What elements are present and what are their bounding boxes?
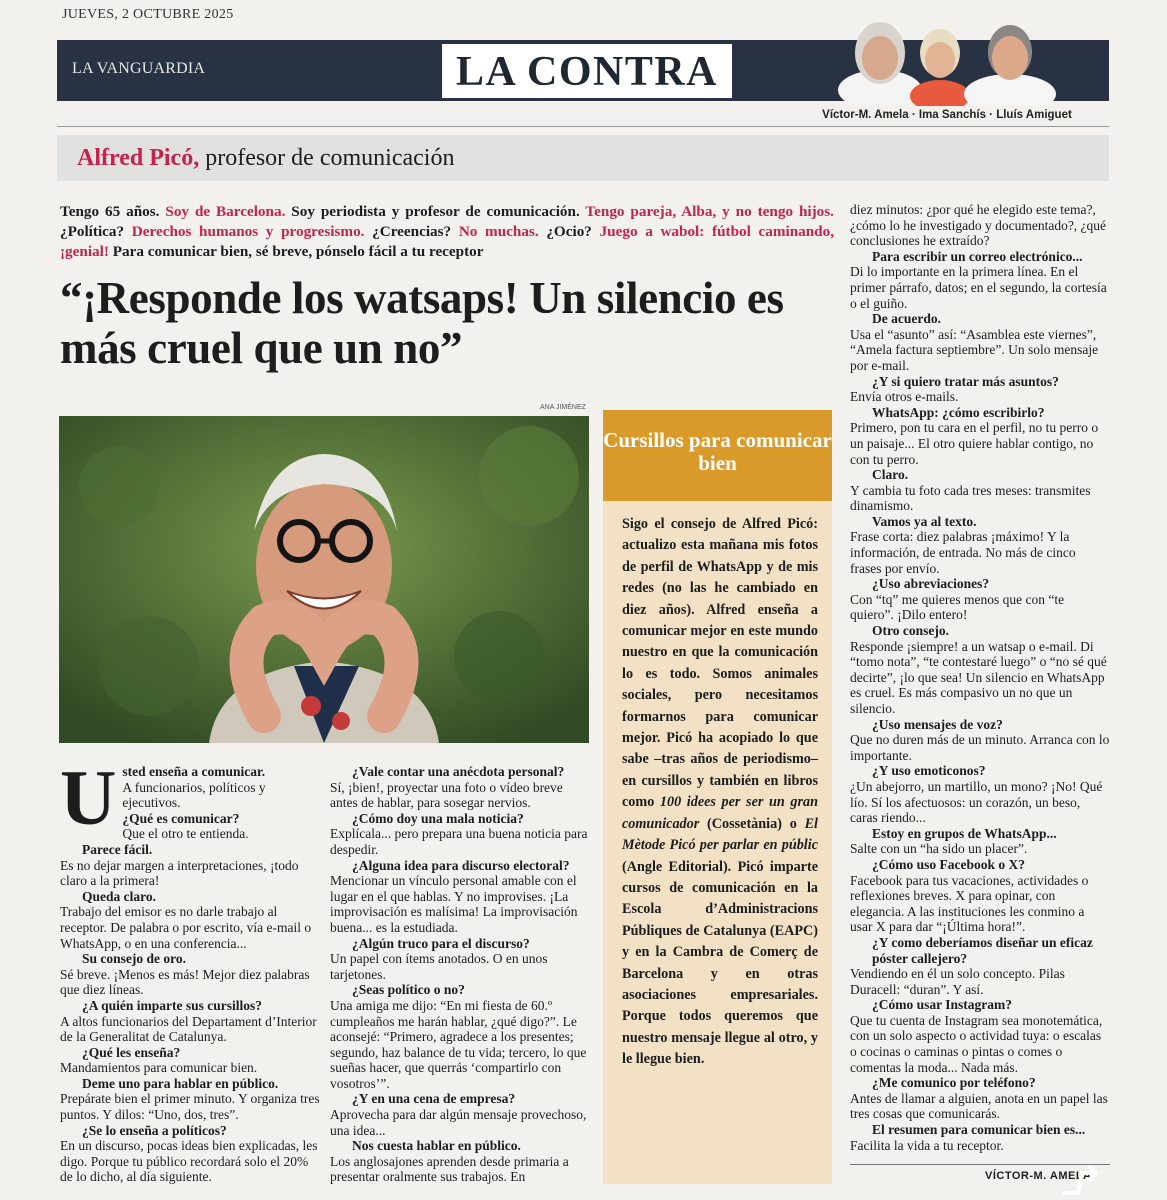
- answer: Aprovecha para dar algún mensaje provechoso, una idea...: [330, 1107, 587, 1138]
- interviewee-photo: [59, 416, 589, 743]
- bio-m3: Derechos humanos y progresismo.: [131, 223, 365, 240]
- question: ¿Alguna idea para discurso electoral?: [352, 857, 570, 873]
- answer: A altos funcionarios del Departament d’Interior de la Generalitat de Catalunya.: [60, 1013, 317, 1045]
- question: ¿Qué les enseña?: [82, 1044, 181, 1060]
- question: ¿Y uso emoticonos?: [872, 763, 986, 779]
- question: ¿Cómo uso Facebook o X?: [872, 856, 1026, 872]
- answer: Prepárate bien el primer minuto. Y organiza tres puntos. Y dilos: “Uno, dos, tres”.: [60, 1091, 320, 1123]
- question: De acuerdo.: [872, 311, 941, 327]
- interviewee-line: [77, 145, 454, 172]
- answer: Vendiendo en él un solo concepto. Pilas Duracell: “duran”. Y así.: [850, 966, 1065, 997]
- sidebar-p1: Sigo el consejo de Alfred Picó: actualizo esta mañana mis fotos de perfil de WhatsApp y de mis redes (no las he cambiado en diez años). Alfred enseña a comunicar mejor en este mundo nuestro en que la comunicación lo es todo. Somos animales sociales, pero necesitamos formarnos para comunicar mejor. Picó ha acopiado lo que sabe –tras años de periodismo– en cursillos y también en libros como: [622, 516, 818, 811]
- bio-s6: Para comunicar bien, sé breve, pónselo fácil a tu receptor: [112, 243, 484, 260]
- question: ¿A quién imparte sus cursillos?: [82, 997, 263, 1013]
- signature: VÍCTOR-M. AMELA: [985, 1170, 1092, 1182]
- answer: Mandamientos para comunicar bien.: [60, 1060, 258, 1076]
- answer: En un discurso, pocas ideas bien explicadas, les digo. Porque tu público recordará solo el 20% de lo dicho, al día siguiente.: [60, 1138, 318, 1185]
- question: Su consejo de oro.: [82, 951, 187, 967]
- question: ¿Algún truco para el discurso?: [352, 935, 530, 951]
- question: ¿Uso abreviaciones?: [872, 576, 990, 592]
- bio-m4: No muchas.: [458, 223, 539, 240]
- issue-date: JUEVES, 2 OCTUBRE 2025: [62, 7, 234, 22]
- question: El resumen para comunicar bien es...: [872, 1122, 1086, 1138]
- answer: Explícala... pero prepara una buena noticia para despedir.: [330, 826, 588, 857]
- answer: Facebook para tus vacaciones, actividades o reflexiones breves. X para opinar, con elegancia. A las instituciones les conmino a usar X para dar “¡Última hora!”.: [850, 872, 1089, 935]
- bio-m5: Juego a wabol: fútbol caminando, ¡genial!: [60, 223, 835, 260]
- answer: Mencionar un vínculo personal amable con el lugar en el que hablas. Y no improvises. ¡La improvisación es malísima! La improvisación buena... es la estudiada.: [330, 873, 578, 935]
- question: Deme uno para hablar en público.: [82, 1075, 279, 1091]
- answer: Una amiga me dijo: “En mi fiesta de 60.º cumpleaños me harán hablar, ¿qué digo?”. Le aconsejé: “Primero, agradece a los presentes; segundo, haz balance de tu vida; tercero, lo que sueñas hacer, que querrás ‘compartirlo con vosotros’”.: [330, 997, 587, 1091]
- bio-m2: Tengo pareja, Alba, y no tengo hijos.: [585, 203, 834, 220]
- header-divider: [57, 126, 1109, 127]
- answer: Un papel con ítems anotados. O en unos tarjetones.: [330, 951, 548, 982]
- column-3: [850, 202, 1110, 1153]
- question: Vamos ya al texto.: [872, 513, 977, 529]
- bio-m1: Soy de Barcelona.: [165, 203, 286, 220]
- answer: diez minutos: ¿por qué he elegido este tema?, ¿cómo lo he investigado y documentado?, ¿qué conclusiones he extraído?: [850, 202, 1107, 249]
- answer: ¿Un abejorro, un martillo, un mono? ¡No! Qué lío. Sí los afectuosos: un corazón, un beso, caras riendo...: [850, 778, 1103, 826]
- question: ¿Se lo enseña a políticos?: [82, 1122, 227, 1138]
- answer: Facilita la vida a tu receptor.: [850, 1137, 1004, 1153]
- question: Nos cuesta hablar en público.: [352, 1138, 521, 1154]
- answer: Responde ¡siempre! a un watsap o e-mail. Di “tomo nota”, “te contestaré luego” o “no sé qué decirte”, ¡lo que sea! Un silencio en WhatsApp es cruel. Es más compasivo un no que un silencio.: [850, 638, 1107, 716]
- answer: Usa el “asunto” así: “Asamblea este viernes”, “Amela factura septiembre”. Un solo mensaje por e-mail.: [850, 326, 1099, 373]
- question: ¿Vale contar una anécdota personal?: [352, 764, 565, 779]
- answer: Di lo importante en la primera línea. En el primer párrafo, datos; en el segundo, la cortesía o el guiño.: [850, 264, 1107, 311]
- answer: Que no duren más de un minuto. Arranca con lo importante.: [850, 732, 1110, 763]
- question: sted enseña a comunicar.: [122, 764, 266, 779]
- answer: Frase corta: diez palabras ¡máximo! Y la información, de entrada. No más de cinco frases por envío.: [850, 529, 1076, 576]
- question: ¿Cómo usar Instagram?: [872, 997, 1013, 1013]
- section-title: LA CONTRA: [442, 44, 732, 98]
- sidebar-p2: (Cossetània) o: [699, 815, 805, 832]
- bio-s5: ¿Ocio?: [546, 223, 592, 240]
- answer: Sí, ¡bien!, proyectar una foto o vídeo breve antes de hablar, para sosegar nervios.: [330, 779, 563, 811]
- question: ¿Me comunico por teléfono?: [872, 1075, 1036, 1091]
- answer: Que tu cuenta de Instagram sea monotemática, con un solo aspecto o actividad tuya: o escalas o cocinas o caminas o pintas o comes o comentas la moda... Nada más.: [850, 1012, 1103, 1075]
- question: Parece fácil.: [82, 841, 153, 857]
- answer: Envía otros e-mails.: [850, 389, 959, 405]
- drop-cap: U: [60, 754, 117, 841]
- question: ¿Y como deberíamos diseñar un eficaz póster callejero?: [872, 934, 1093, 966]
- question: ¿Uso mensajes de voz?: [872, 716, 1003, 732]
- question: ¿Qué es comunicar?: [122, 810, 240, 826]
- answer: Es no dejar margen a interpretaciones, ¡todo claro a la primera!: [60, 857, 299, 889]
- sidebar-book-1: 100 idees per ser un gran comunicador: [622, 794, 818, 832]
- question: WhatsApp: ¿cómo escribirlo?: [872, 404, 1045, 420]
- bio-s4: ¿Creencias?: [372, 223, 452, 240]
- sidebar-title: Cursillos para comunicar bien: [603, 410, 832, 501]
- answer: Salte con un “ha sido un placer”.: [850, 841, 1028, 857]
- answer: Con “tq” me quieres menos que con “te quiero”. ¡Dilo entero!: [850, 591, 1065, 623]
- photo-credit: ANA JIMÉNEZ: [540, 404, 586, 411]
- interviewee-name: Alfred Picó,: [77, 145, 200, 171]
- interviewee-role: profesor de comunicación: [205, 145, 455, 171]
- question: ¿Seas político o no?: [352, 982, 465, 998]
- question: Estoy en grupos de WhatsApp...: [872, 825, 1057, 841]
- question: Claro.: [872, 467, 909, 483]
- answer: Los anglosajones aprenden desde primaria a presentar oralmente sus trabajos. En: [330, 1153, 569, 1185]
- columnists-names: Víctor-M. Amela · Ima Sanchís · Lluís Amiguet: [822, 109, 1072, 121]
- question: Otro consejo.: [872, 623, 949, 639]
- column-1: [60, 754, 322, 1185]
- question: ¿Y si quiero tratar más asuntos?: [872, 373, 1059, 389]
- question: ¿Cómo doy una mala noticia?: [352, 810, 524, 826]
- newspaper-logo: LA VANGUARDIA: [72, 60, 206, 77]
- sidebar-p3: (Angle Editorial). Picó imparte cursos de comunicación en la Escola d’Administracions Públiques de Catalunya (EAPC) y en la Cambra de Comerç de Barcelona y en otras asociaciones empresariales. Porque todos queremos que nuestro mensaje llegue al otro, y le llegue bien.: [622, 858, 818, 1068]
- question: ¿Y en una cena de empresa?: [352, 1091, 516, 1107]
- share-arrow-icon[interactable]: [1060, 1163, 1108, 1199]
- question: Queda claro.: [82, 888, 156, 904]
- answer: Que el otro te entienda.: [122, 826, 249, 842]
- answer: Primero, pon tu cara en el perfil, no tu perro o un paisaje... El otro quiere hablar contigo, no con tu perro.: [850, 420, 1099, 467]
- answer: A funcionarios, políticos y ejecutivos.: [122, 779, 266, 811]
- bio-summary: [60, 202, 834, 262]
- answer: Antes de llamar a alguien, anota en un papel las tres cosas que comunicarás.: [850, 1090, 1108, 1122]
- sidebar-book-2: El Mètode Picó per parlar en públic: [622, 815, 818, 854]
- column-2: [330, 764, 592, 1185]
- question: Para escribir un correo electrónico...: [872, 248, 1083, 264]
- answer: Y cambia tu foto cada tres meses: transmites dinamismo.: [850, 482, 1091, 514]
- bio-s3: ¿Política?: [60, 223, 125, 240]
- columnists-photo: [838, 8, 1080, 106]
- bio-s1: Tengo 65 años.: [60, 203, 160, 220]
- bio-s2: Soy periodista y profesor de comunicación.: [291, 203, 580, 220]
- answer: Sé breve. ¡Menos es más! Mejor diez palabras que diez líneas.: [60, 966, 310, 998]
- sidebar-text: [622, 514, 818, 1071]
- answer: Trabajo del emisor es no darle trabajo al receptor. De palabra o por escrito, vía e-mail o WhatsApp, o en una conferencia...: [60, 904, 312, 951]
- headline: “¡Responde los watsaps! Un silencio es más cruel que un no”: [60, 273, 784, 373]
